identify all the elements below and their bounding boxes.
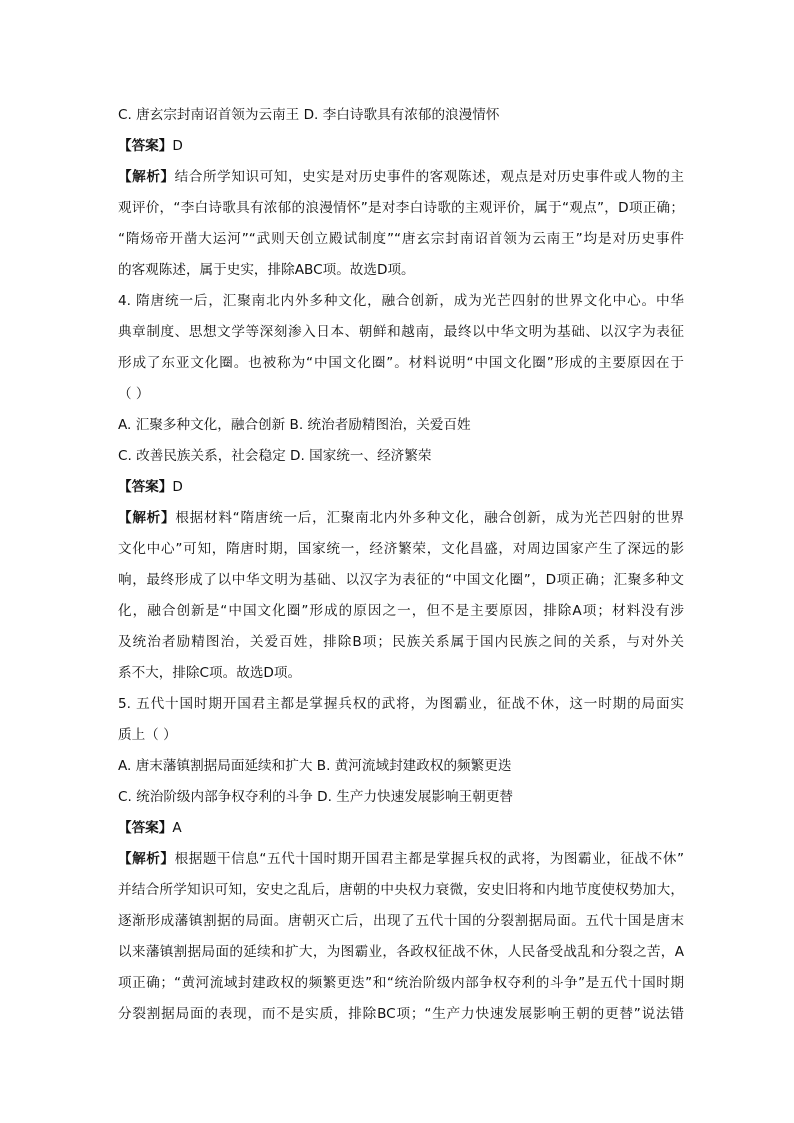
text-line [118, 627, 684, 658]
text-line [118, 224, 684, 255]
answer-line [118, 162, 684, 193]
line-text: C. 唐玄宗封南诏首领为云南王 D. 李白诗歌具有浓郁的浪漫情怀 [118, 107, 500, 123]
line-text: D [172, 479, 183, 495]
text-line [118, 255, 684, 286]
answer-line [118, 503, 684, 534]
text-line [118, 596, 684, 627]
answer-line [118, 844, 684, 875]
line-text: 5. 五代十国时期开国君主都是掌握兵权的武将，为图霸业，征战不休，这一时期的局面实 [118, 696, 684, 712]
line-text: 观评价，“李白诗歌具有浓郁的浪漫情怀”是对李白诗歌的主观评价，属于“观点”，D项正确； [118, 200, 684, 216]
line-text: D [172, 138, 183, 154]
section-tag: 【答案】 [118, 479, 173, 495]
line-text: A. 唐末藩镇割据局面延续和扩大 B. 黄河流域封建政权的频繁更迭 [118, 758, 512, 774]
text-line [118, 193, 684, 224]
text-line [118, 348, 684, 379]
text-line [118, 906, 684, 937]
line-text: 逐渐形成藩镇割据的局面。唐朝灭亡后，出现了五代十国的分裂割据局面。五代十国是唐末 [118, 913, 684, 929]
text-line [118, 441, 684, 472]
section-tag: 【解析】 [118, 510, 176, 526]
text-line [118, 875, 684, 906]
line-text: “隋炀帝开凿大运河”“武则天创立殿试制度”“唐玄宗封南诏首领为云南王”均是对历史事件 [118, 231, 684, 247]
line-text: 分裂割据局面的表现，而不是实质，排除BC项；“生产力快速发展影响王朝的更替”说法错 [118, 1006, 684, 1022]
line-text: 结合所学知识可知，史实是对历史事件的客观陈述，观点是对历史事件或人物的主 [174, 169, 684, 185]
line-text: 及统治者励精图治，关爱百姓，排除B项；民族关系属于国内民族之间的关系，与对外关 [118, 634, 684, 650]
line-text: 根据材料“隋唐统一后，汇聚南北内外多种文化，融合创新，成为光芒四射的世界 [175, 510, 684, 526]
text-line [118, 999, 684, 1030]
section-tag: 【答案】 [118, 820, 173, 836]
line-text: 的客观陈述，属于史实，排除ABC项。故选D项。 [118, 262, 415, 278]
line-text: 并结合所学知识可知，安史之乱后，唐朝的中央权力衰微，安史旧将和内地节度使权势加大， [118, 882, 684, 898]
text-line [118, 968, 684, 999]
text-line [118, 534, 684, 565]
line-text: A. 汇聚多种文化，融合创新 B. 统治者励精图治，关爱百姓 [118, 417, 471, 433]
line-text: 质上（ ） [118, 727, 177, 743]
line-text: （ ） [118, 386, 150, 402]
text-line [118, 317, 684, 348]
line-text: 根据题干信息“五代十国时期开国君主都是掌握兵权的武将，为图霸业，征战不休” [174, 851, 684, 867]
line-text: C. 改善民族关系，社会稳定 D. 国家统一、经济繁荣 [118, 448, 432, 464]
text-line [118, 720, 684, 751]
answer-line [118, 131, 684, 162]
text-line [118, 379, 684, 410]
text-line [118, 782, 684, 813]
text-line [118, 565, 684, 596]
line-text: C. 统治阶级内部争权夺利的斗争 D. 生产力快速发展影响王朝更替 [118, 789, 513, 805]
answer-line [118, 813, 684, 844]
line-text: 文化中心”可知，隋唐时期，国家统一，经济繁荣，文化昌盛，对周边国家产生了深远的影 [118, 541, 684, 557]
line-text: 响，最终形成了以中华文明为基础、以汉字为表征的“中国文化圈”，D项正确；汇聚多种文 [118, 572, 684, 588]
text-line [118, 286, 684, 317]
text-line [118, 751, 684, 782]
line-text: 形成了东亚文化圈。也被称为“中国文化圈”。材料说明“中国文化圈”形成的主要原因在于 [118, 355, 684, 371]
text-line [118, 937, 684, 968]
line-text: 系不大，排除C项。故选D项。 [118, 665, 302, 681]
answer-line [118, 472, 684, 503]
line-text: 项正确；“黄河流域封建政权的频繁更迭”和“统治阶级内部争权夺利的斗争”是五代十国时期 [118, 975, 684, 991]
text-line [118, 410, 684, 441]
text-line [118, 100, 684, 131]
text-line [118, 658, 684, 689]
line-text: 以来藩镇割据局面的延续和扩大，为图霸业，各政权征战不休，人民备受战乱和分裂之苦，A [118, 944, 684, 960]
line-text: 4. 隋唐统一后，汇聚南北内外多种文化，融合创新，成为光芒四射的世界文化中心。中华 [118, 293, 684, 309]
page-content [118, 100, 684, 1030]
line-text: 典章制度、思想文学等深刻渗入日本、朝鲜和越南，最终以中华文明为基础、以汉字为表征 [118, 324, 684, 340]
section-tag: 【解析】 [118, 169, 175, 185]
section-tag: 【解析】 [118, 851, 175, 867]
line-text: A [172, 820, 182, 836]
text-line [118, 689, 684, 720]
section-tag: 【答案】 [118, 138, 173, 154]
line-text: 化，融合创新是“中国文化圈”形成的原因之一，但不是主要原因，排除A项；材料没有涉 [118, 603, 684, 619]
